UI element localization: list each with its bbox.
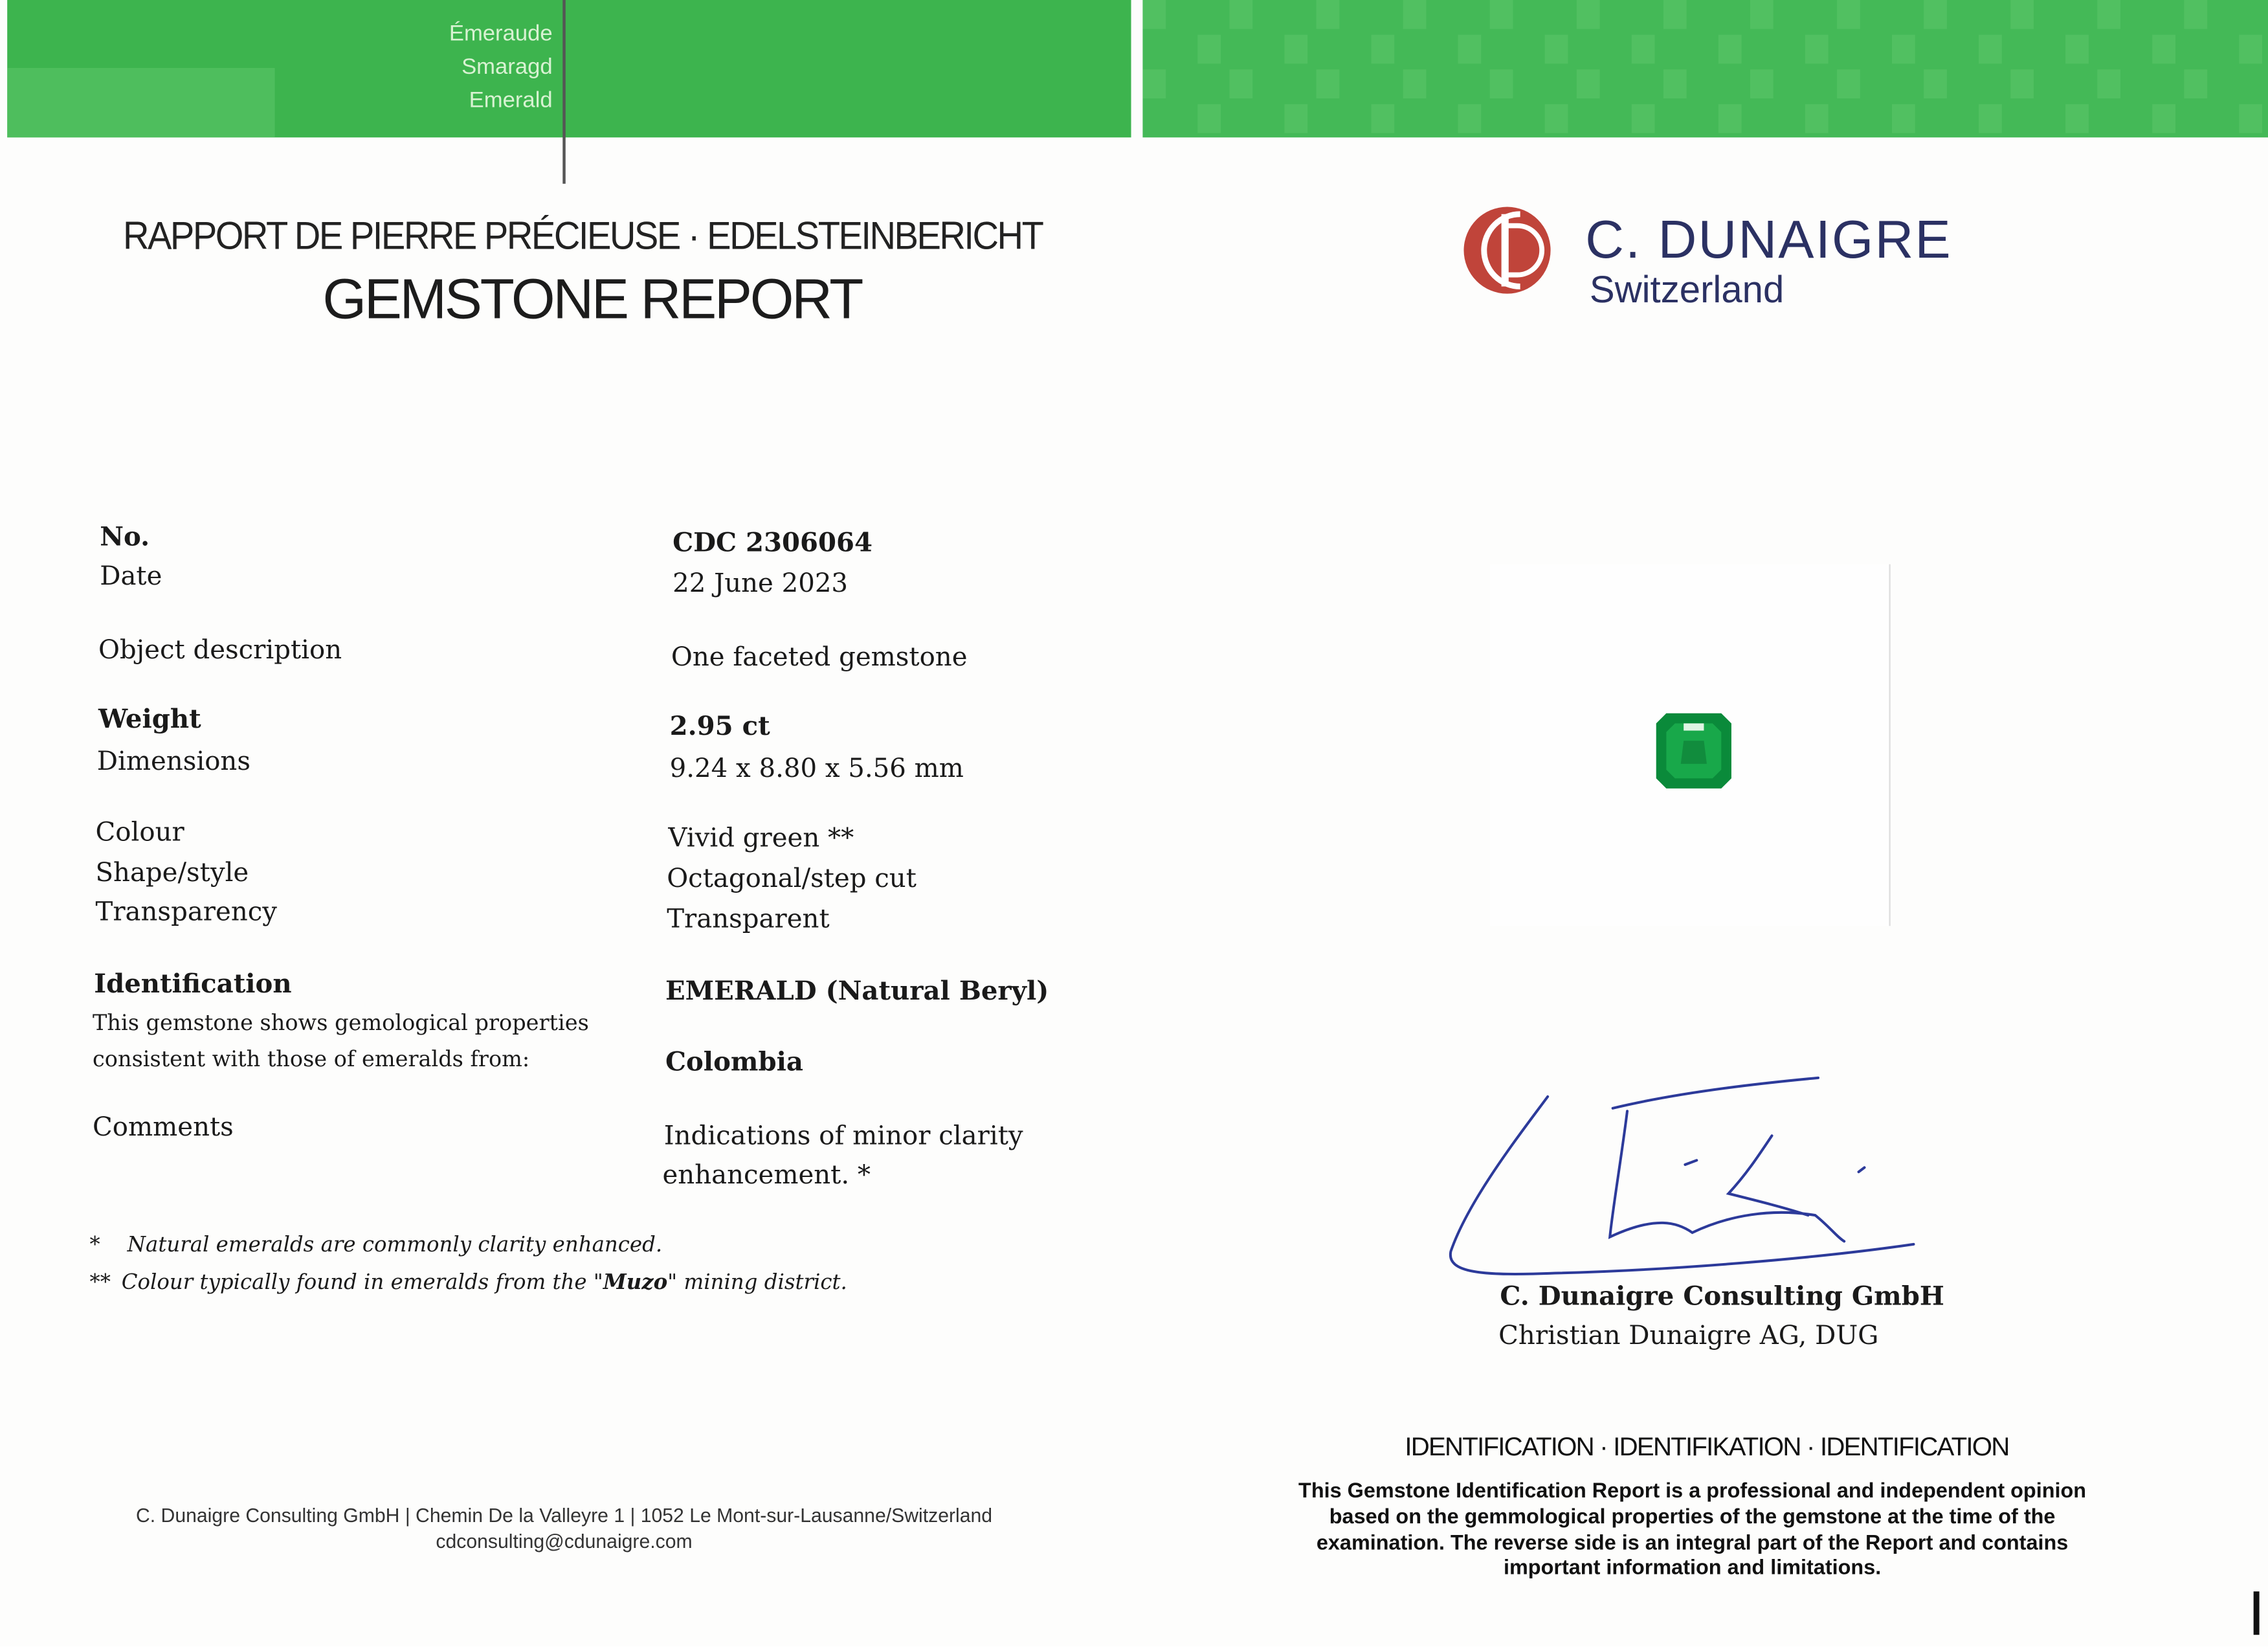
pattern-tile [2239, 35, 2262, 64]
pattern-tile [1458, 104, 1482, 133]
pattern-tile [2010, 69, 2034, 98]
footer-email: cdconsulting@cdunaigre.com [436, 1530, 693, 1552]
footer-address: C. Dunaigre Consulting GmbH | Chemin De la Valleyre 1 | 1052 Le Mont-sur-Lausanne/Switzerland [135, 1505, 993, 1527]
pattern-tile [1805, 104, 1829, 133]
pattern-tile [1924, 0, 1947, 29]
identification-line-4: important information and limitations. [1503, 1557, 1882, 1581]
pattern-tile [1545, 104, 1568, 133]
emerald-image [1654, 711, 1733, 790]
signature [1440, 1071, 1924, 1288]
label-comments: Comments [93, 1112, 234, 1143]
label-identification: Identification [94, 969, 292, 1000]
pattern-tile [1718, 104, 1742, 133]
pattern-tile [1371, 104, 1394, 133]
pattern-tile [1284, 35, 1307, 64]
footnote-2 [90, 1270, 847, 1295]
pattern-tile [1142, 69, 1166, 98]
pattern-tile [1317, 0, 1340, 29]
value-colour: Vivid green ** [668, 823, 854, 854]
signatory-person: Christian Dunaigre AG, DUG [1498, 1321, 1879, 1352]
label-shape: Shape/style [95, 858, 249, 889]
pattern-tile [1892, 35, 1915, 64]
header-names [449, 17, 553, 117]
label-no: No. [100, 522, 150, 553]
pattern-tile [1979, 35, 2002, 64]
name-fr: Émeraude [449, 21, 553, 47]
pattern-tile [1837, 0, 1860, 29]
value-shape: Octagonal/step cut [667, 864, 917, 895]
pattern-tile [1750, 69, 1773, 98]
label-object: Object description [98, 635, 342, 666]
identification-line-3: examination. The reverse side is an integral part of the Report and contains [1316, 1531, 2069, 1555]
value-date: 22 June 2023 [673, 568, 849, 599]
pattern-tile [1197, 104, 1221, 133]
report-title: GEMSTONE REPORT [322, 269, 862, 331]
footnote-1 [90, 1234, 663, 1257]
pattern-tile [1892, 104, 1915, 133]
cd-logo-icon [1462, 205, 1552, 295]
pattern-tile [2184, 0, 2207, 29]
pattern-tile [1403, 0, 1427, 29]
value-transparency: Transparent [667, 904, 830, 935]
identification-text [1186, 1480, 2198, 1583]
pattern-tile [1545, 35, 1568, 64]
pattern-tile [1197, 35, 1221, 64]
pattern-tile [1577, 0, 1600, 29]
pattern-tile [1924, 69, 1947, 98]
pattern-tile [2239, 104, 2262, 133]
identification-heading: IDENTIFICATION · IDENTIFIKATION · IDENTIFICATION [1405, 1432, 2009, 1462]
pattern-tile [1371, 35, 1394, 64]
footnote-2-emph: Muzo [603, 1270, 668, 1295]
pattern-tile [2065, 35, 2089, 64]
pattern-tile [2152, 35, 2175, 64]
pattern-tile [1663, 69, 1687, 98]
pattern-tile [1805, 35, 1829, 64]
signatory-company: C. Dunaigre Consulting GmbH [1500, 1281, 1944, 1312]
value-no: CDC 2306064 [673, 528, 873, 559]
pattern-tile [2184, 69, 2207, 98]
label-dimensions: Dimensions [96, 746, 250, 778]
pattern-tile [2065, 104, 2089, 133]
label-origin-1: This gemstone shows gemological properties [93, 1009, 589, 1036]
pattern-tile [1837, 69, 1860, 98]
pattern-tile [1632, 35, 1655, 64]
pattern-tile [1229, 69, 1252, 98]
pattern-tile [1317, 69, 1340, 98]
pattern-tile [1490, 0, 1513, 29]
value-identification: EMERALD (Natural Beryl) [665, 976, 1049, 1007]
footnote-2-mark: ** [89, 1272, 111, 1295]
pattern-tile [2097, 69, 2120, 98]
value-origin: Colombia [665, 1047, 803, 1078]
label-weight: Weight [98, 704, 201, 735]
label-transparency: Transparency [95, 897, 278, 928]
footnote-1-text: Natural emeralds are commonly clarity enhanced. [127, 1234, 663, 1257]
fold-line [562, 0, 564, 184]
pattern-tile [1718, 35, 1742, 64]
pattern-tile [1142, 0, 1166, 29]
label-colour: Colour [95, 817, 184, 848]
gemstone-photo [1490, 565, 1891, 926]
pattern-tile [1284, 104, 1307, 133]
pattern-tile [1229, 0, 1252, 29]
footnote-1-mark: * [89, 1234, 100, 1257]
brand-name: C. DUNAIGRE [1585, 210, 1952, 269]
value-dimensions: 9.24 x 8.80 x 5.56 mm [669, 754, 964, 785]
pattern-tile [1750, 0, 1773, 29]
name-en: Emerald [469, 88, 553, 113]
pattern-tile [2152, 104, 2175, 133]
footnote-2-text-after: " mining district. [667, 1272, 847, 1295]
report-subtitle: RAPPORT DE PIERRE PRÉCIEUSE · EDELSTEINBERICHT [122, 214, 1043, 258]
value-comments-1: Indications of minor clarity [663, 1121, 1023, 1152]
label-date: Date [100, 561, 162, 592]
brand-country: Switzerland [1589, 267, 1784, 311]
edge-mark [2254, 1591, 2260, 1635]
pattern-tile [2097, 0, 2120, 29]
value-weight: 2.95 ct [669, 711, 770, 743]
pattern-tile [1979, 104, 2002, 133]
pattern-tile [1490, 69, 1513, 98]
header-band-right [1142, 0, 2268, 137]
pattern-tile [1577, 69, 1600, 98]
pattern-tile [1458, 35, 1482, 64]
pattern-tile [1403, 69, 1427, 98]
identification-line-1: This Gemstone Identification Report is a professional and independent opinion [1298, 1480, 2087, 1503]
pattern-tile [1632, 104, 1655, 133]
pattern-tile [2010, 0, 2034, 29]
label-origin-2: consistent with those of emeralds from: [93, 1046, 530, 1072]
value-object: One faceted gemstone [671, 642, 968, 673]
value-comments-2: enhancement. * [662, 1160, 871, 1191]
footer [43, 1503, 1085, 1555]
identification-line-2: based on the gemmological properties of the gemstone at the time of the [1329, 1505, 2056, 1529]
footnote-2-text: Colour typically found in emeralds from the " [121, 1272, 603, 1295]
pattern-tile [1663, 0, 1687, 29]
header-band-left [7, 0, 1131, 137]
name-de: Smaragd [461, 54, 553, 80]
